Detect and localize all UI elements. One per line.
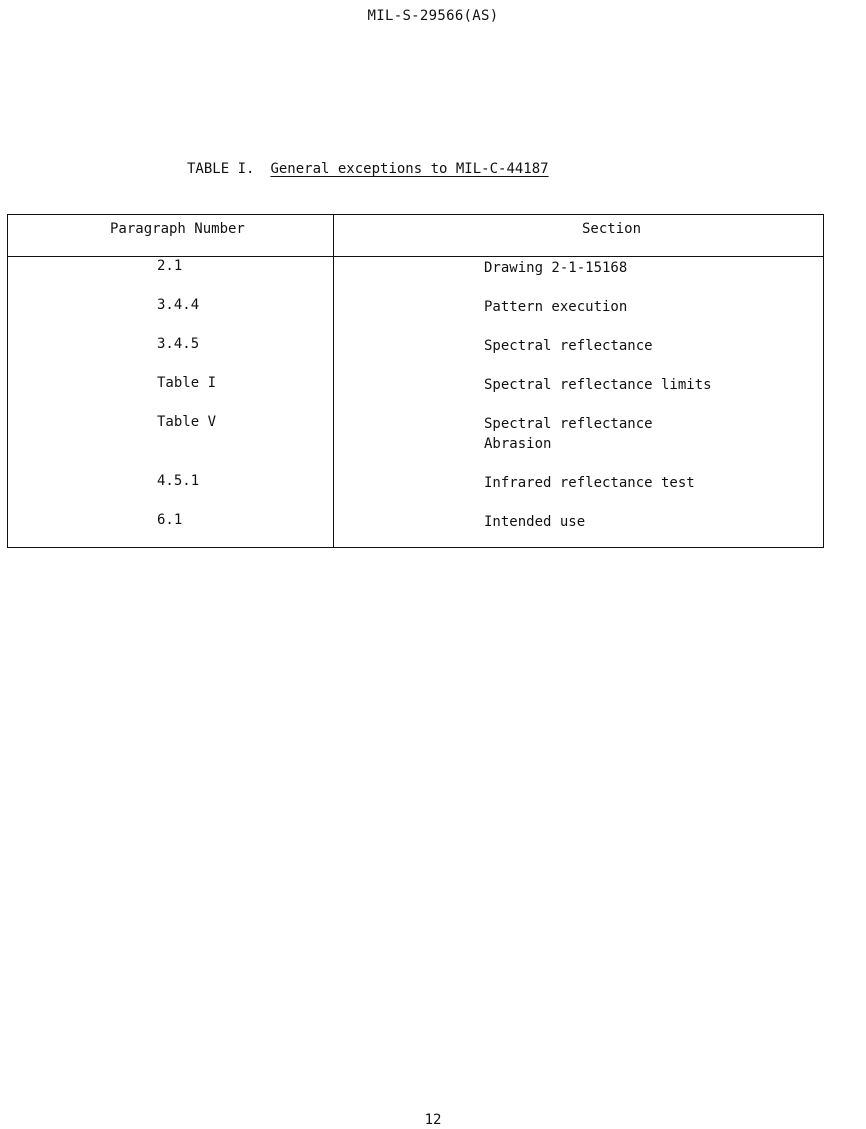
paragraph-number-cell: 3.4.5 bbox=[157, 336, 200, 352]
page-number: 12 bbox=[424, 1112, 442, 1128]
column-header-section: Section bbox=[582, 221, 642, 237]
section-cell: Infrared reflectance test bbox=[484, 475, 695, 491]
paragraph-number-cell: Table V bbox=[157, 414, 217, 430]
section-cell: Pattern execution bbox=[484, 299, 628, 315]
paragraph-number-cell: 3.4.4 bbox=[157, 297, 200, 313]
paragraph-number-cell: 6.1 bbox=[157, 512, 183, 528]
exceptions-table bbox=[7, 214, 824, 548]
table-caption-label: TABLE I. bbox=[187, 161, 255, 177]
table-caption bbox=[187, 161, 549, 177]
section-cell: Drawing 2-1-15168 bbox=[484, 260, 628, 276]
section-cell: Spectral reflectance bbox=[484, 338, 653, 354]
paragraph-number-cell: 4.5.1 bbox=[157, 473, 200, 489]
section-cell: Spectral reflectance Abrasion bbox=[484, 416, 653, 452]
header-rule bbox=[8, 256, 823, 257]
section-cell: Spectral reflectance limits bbox=[484, 377, 712, 393]
table-caption-title: General exceptions to MIL-C-44187 bbox=[270, 161, 549, 177]
paragraph-number-cell: Table I bbox=[157, 375, 217, 391]
section-cell: Intended use bbox=[484, 514, 586, 530]
document-header: MIL-S-29566(AS) bbox=[367, 8, 499, 24]
column-divider bbox=[333, 215, 334, 547]
column-header-paragraph-number: Paragraph Number bbox=[110, 221, 245, 237]
paragraph-number-cell: 2.1 bbox=[157, 258, 183, 274]
